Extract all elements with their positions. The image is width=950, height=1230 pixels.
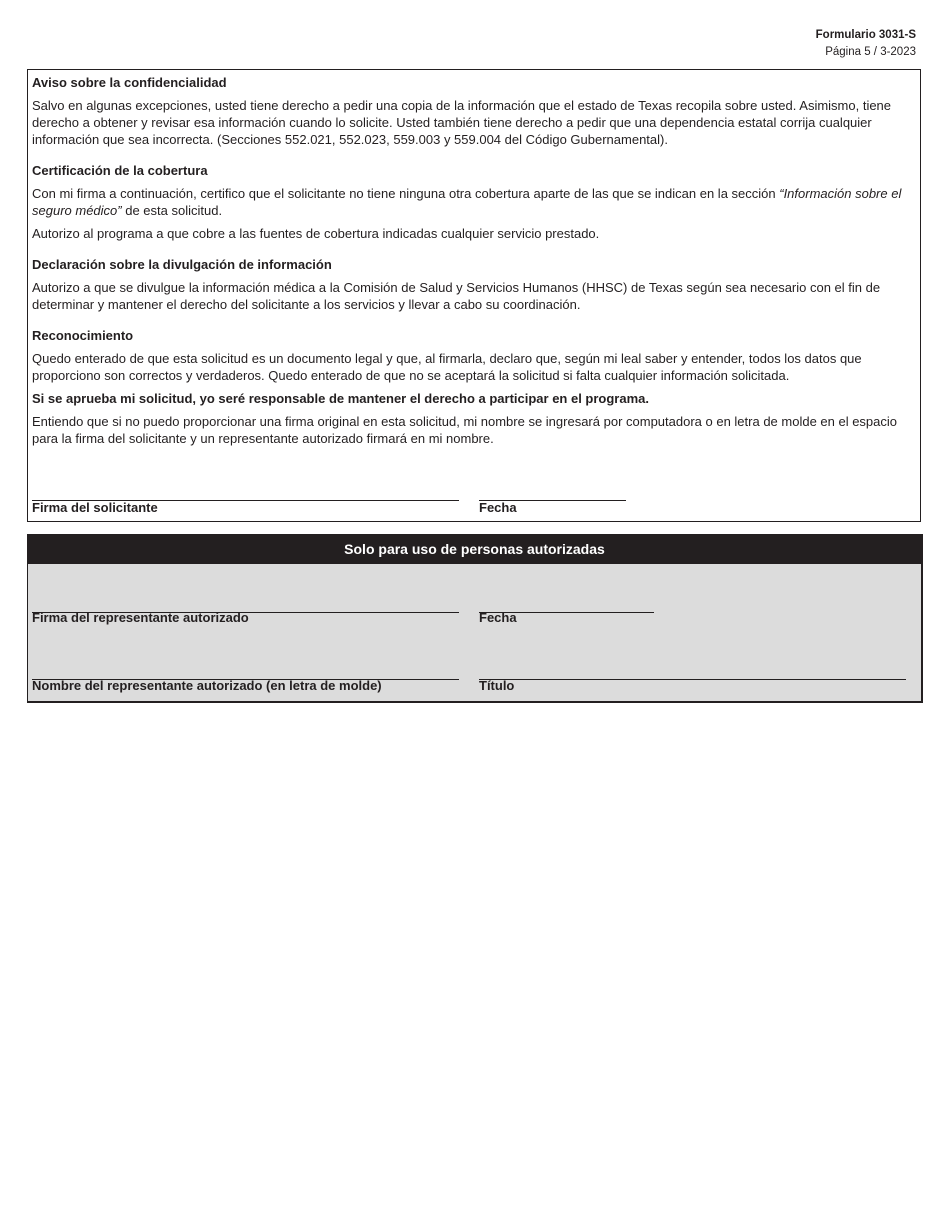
disclosure-text: Autorizo a que se divulgue la información médica a la Comisión de Salud y Servicios Humanos (HHSC) de Texas según sea necesario con el fin de determinar y mantener el derecho del solicitante a los servicios y llevar a cabo su coordinación. (32, 280, 881, 312)
applicant-signature-label: Firma del solicitante (32, 500, 158, 515)
acknowledgment-heading: Reconocimiento (32, 328, 134, 343)
coverage-heading: Certificación de la cobertura (32, 163, 208, 178)
confidentiality-section (32, 74, 914, 148)
acknowledgment-text: Quedo enterado de que esta solicitud es un documento legal y que, al firmarla, declaro que, según mi leal saber y entender, todos los datos que proporciono son correctos y verdaderos. Quedo enterado de que no se aceptará la solicitud si falta cualquier información solicitada. (32, 351, 862, 383)
form-number: Formulario 3031-S (815, 29, 916, 41)
disclosure-heading: Declaración sobre la divulgación de información (32, 257, 332, 272)
coverage-section-reference: “Información sobre el seguro médico” (32, 186, 902, 218)
coverage-text-2: Autorizo al programa a que cobre a las fuentes de cobertura indicadas cualquier servicio prestado. (32, 226, 600, 241)
certification-box (27, 69, 921, 522)
page-info: Página 5 / 3-2023 (825, 46, 916, 58)
representative-name-label: Nombre del representante autorizado (en letra de molde) (32, 678, 382, 693)
disclosure-section (32, 256, 914, 313)
representative-date-label: Fecha (479, 610, 517, 625)
acknowledgment-text-2: Entiendo que si no puedo proporcionar una firma original en esta solicitud, mi nombre se ingresará por computadora o en letra de molde en el espacio para la firma del solicitante y un representante autorizado firmará en mi nombre. (32, 414, 898, 446)
coverage-text-end: de esta solicitud. (121, 203, 223, 218)
confidentiality-heading: Aviso sobre la confidencialidad (32, 75, 227, 90)
confidentiality-text: Salvo en algunas excepciones, usted tiene derecho a pedir una copia de la información que el estado de Texas recopila sobre usted. Asimismo, tiene derecho a obtener y revisar esa información cuando lo solicite. Usted también tiene derecho a pedir que una dependencia estatal corrija cualquier información que sea incorrecta. (Secciones 552.021, 552.023, 559.003 y 559.004 del Código Gubernamental). (32, 98, 892, 147)
acknowledgment-section (32, 327, 914, 447)
coverage-text (32, 185, 914, 219)
representative-title-line[interactable] (479, 679, 906, 680)
coverage-section (32, 162, 914, 242)
representative-signature-label: Firma del representante autorizado (32, 610, 249, 625)
acknowledgment-bold-text: Si se aprueba mi solicitud, yo seré responsable de mantener el derecho a participar en el programa. (32, 391, 649, 406)
applicant-date-label: Fecha (479, 500, 517, 515)
coverage-text-start: Con mi firma a continuación, certifico que el solicitante no tiene ninguna otra cobertura aparte de las que se indican en la sección (32, 186, 780, 201)
form-header (816, 27, 916, 61)
representative-title-label: Título (479, 678, 515, 693)
authorized-use-box (27, 534, 923, 703)
authorized-use-banner: Solo para uso de personas autorizadas (28, 535, 921, 564)
